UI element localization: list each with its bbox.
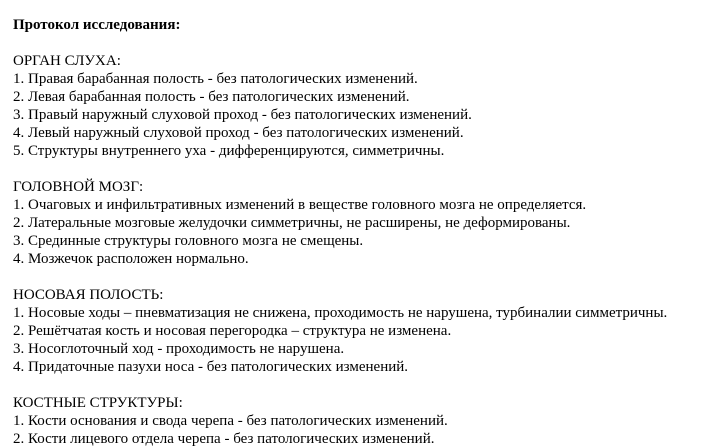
document-body bbox=[13, 16, 699, 448]
section-heading: ГОЛОВНОЙ МОЗГ: bbox=[13, 179, 144, 195]
list-item: 2. Левая барабанная полость - без патологических изменений. bbox=[13, 89, 410, 105]
list-item: 1. Кости основания и свода черепа - без патологических изменений. bbox=[13, 413, 448, 429]
section-brain bbox=[13, 178, 699, 268]
document-title: Протокол исследования: bbox=[13, 17, 181, 33]
section-heading: ОРГАН СЛУХА: bbox=[13, 53, 121, 69]
list-item: 1. Носовые ходы – пневматизация не снижена, проходимость не нарушена, турбиналии симметричны. bbox=[13, 305, 668, 321]
list-item: 1. Правая барабанная полость - без патологических изменений. bbox=[13, 71, 418, 87]
section-heading: НОСОВАЯ ПОЛОСТЬ: bbox=[13, 287, 164, 303]
list-item: 1. Очаговых и инфильтративных изменений в веществе головного мозга не определяется. bbox=[13, 197, 587, 213]
list-item: 4. Левый наружный слуховой проход - без патологических изменений. bbox=[13, 125, 464, 141]
section-hearing-organ bbox=[13, 52, 699, 160]
list-item: 3. Носоглоточный ход - проходимость не нарушена. bbox=[13, 341, 345, 357]
list-item: 2. Латеральные мозговые желудочки симметричны, не расширены, не деформированы. bbox=[13, 215, 571, 231]
list-item: 3. Срединные структуры головного мозга не смещены. bbox=[13, 233, 364, 249]
list-item: 3. Правый наружный слуховой проход - без патологических изменений. bbox=[13, 107, 472, 123]
section-heading: КОСТНЫЕ СТРУКТУРЫ: bbox=[13, 395, 183, 411]
list-item: 2. Решётчатая кость и носовая перегородка – структура не изменена. bbox=[13, 323, 452, 339]
list-item: 4. Придаточные пазухи носа - без патологических изменений. bbox=[13, 359, 409, 375]
section-nasal-cavity bbox=[13, 286, 699, 376]
list-item: 4. Мозжечок расположен нормально. bbox=[13, 251, 249, 267]
list-item: 5. Структуры внутреннего уха - дифференцируются, симметричны. bbox=[13, 143, 445, 159]
list-item: 2. Кости лицевого отдела черепа - без патологических изменений. bbox=[13, 431, 435, 447]
